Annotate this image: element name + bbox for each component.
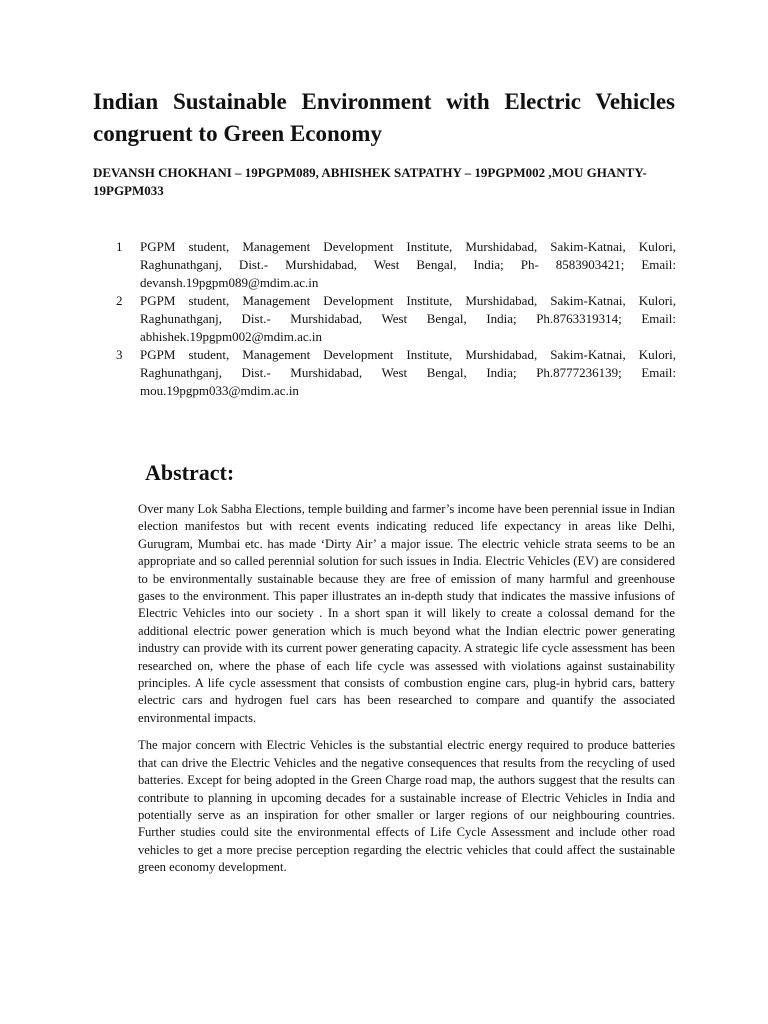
- abstract-heading: Abstract:: [145, 460, 235, 485]
- abstract-paragraph: Over many Lok Sabha Elections, temple building and farmer’s income have been perennial issue in Indian election manifestos but with recent events indicating reduced life expectancy in areas like Delhi, Gurugram, Mumbai etc. has made ‘Dirty Air’ a major issue. The electric vehicle strata seems to be an appropriate and so called perennial solution for such issues in India. Electric Vehicles (EV) are considered to be environmentally sustainable because they are free of emission of many harmful and greenhouse gases to the environment. This paper illustrates an in-depth study that indicates the massive infusions of Electric Vehicles into our society . In a short span it will likely to create a colossal demand for the additional electric power generation which is much beyond what the Indian electric power generating industry can provide with its current power generating capacity. A strategic life cycle assessment has been researched on, where the phase of each life cycle was assessed with violations against sustainability principles. A life cycle assessment that consists of combustion engine cars, plug-in hybrid cars, battery electric cars and hydrogen fuel cars has been researched to compare and quantify the associated environmental impacts.: [138, 502, 675, 725]
- affiliation-number: 1: [116, 239, 123, 254]
- affiliation-item: [116, 238, 676, 292]
- affiliation-text: PGPM student, Management Development Institute, Murshidabad, Sakim-Katnai, Kulori, Raghunathganj, Dist.- Murshidabad, West Bengal, India; Ph.8777236139; Email: mou.19pgpm033@mdim.ac.in: [140, 347, 676, 398]
- affiliation-item: [116, 346, 676, 400]
- affiliation-text: PGPM student, Management Development Institute, Murshidabad, Sakim-Katnai, Kulori, Raghunathganj, Dist.- Murshidabad, West Bengal, India; Ph.8763319314; Email: abhishek.19pgpm002@mdim.ac.in: [140, 293, 676, 344]
- affiliation-item: [116, 292, 676, 346]
- affiliation-number: 3: [116, 347, 123, 362]
- affiliation-list: [116, 238, 676, 400]
- abstract-body: [138, 501, 675, 887]
- affiliation-number: 2: [116, 293, 123, 308]
- paper-title: Indian Sustainable Environment with Electric Vehicles congruent to Green Economy: [93, 89, 675, 146]
- affiliation-text: PGPM student, Management Development Institute, Murshidabad, Sakim-Katnai, Kulori, Raghunathganj, Dist.- Murshidabad, West Bengal, India; Ph- 8583903421; Email: devansh.19pgpm089@mdim.ac.in: [140, 239, 676, 290]
- abstract-paragraph: The major concern with Electric Vehicles is the substantial electric energy required to produce batteries that can drive the Electric Vehicles and the negative consequences that results from the recycling of used batteries. Except for being adopted in the Green Charge road map, the authors suggest that the results can contribute to planning in upcoming decades for a sustainable increase of Electric Vehicles in India and potentially serve as an inspiration for other smaller or larger regions of our neighbouring countries. Further studies could site the environmental effects of Life Cycle Assessment and include other road vehicles to get a more precise perception regarding the electric vehicles that could affect the sustainable green economy development.: [138, 738, 675, 875]
- author-list: DEVANSH CHOKHANI – 19PGPM089, ABHISHEK SATPATHY – 19PGPM002 ,MOU GHANTY-19PGPM033: [93, 165, 647, 198]
